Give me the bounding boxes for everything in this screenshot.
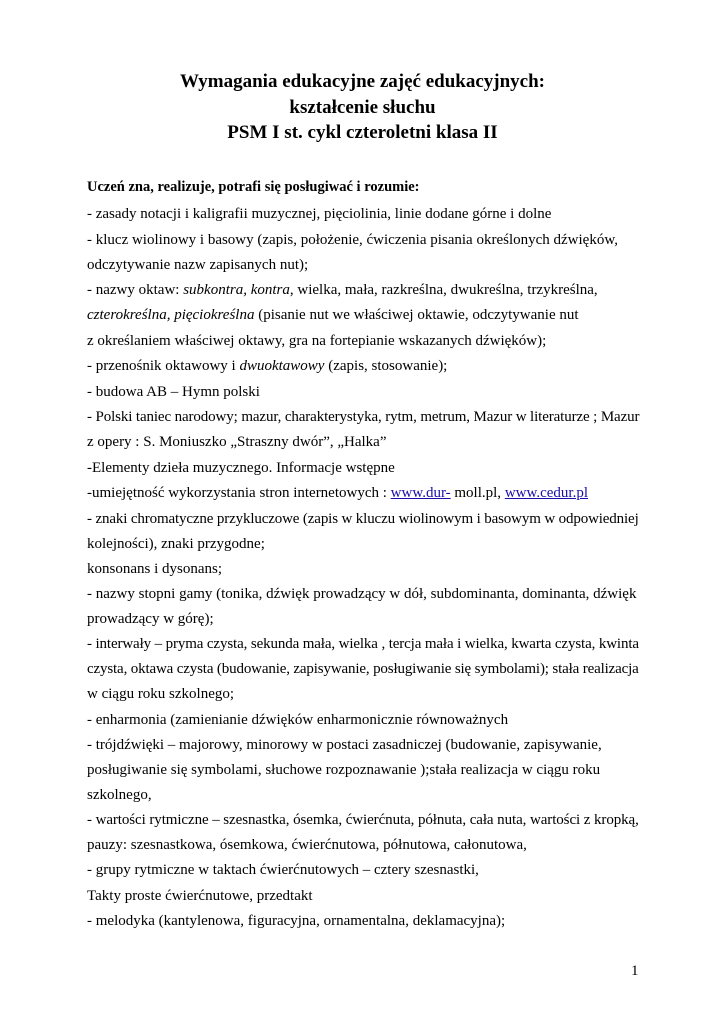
text-line-28: Takty proste ćwierćnutowe, przedtakt <box>87 888 313 904</box>
text-line-22: - trójdźwięki – majorowy, minorowy w postaci zasadniczej (budowanie, zapisywanie, <box>87 737 602 753</box>
text-line-12a: -umiejętność wykorzystania stron internetowych : <box>87 485 391 501</box>
text-line-4 <box>87 278 639 302</box>
text-line-4a: - nazwy oktaw: <box>87 282 184 298</box>
text-line-14: kolejności), znaki przygodne; <box>87 536 265 552</box>
text-line-5b: (pisanie nut we właściwej oktawie, odczytywanie nut <box>254 307 579 323</box>
dur-moll-link[interactable]: www.dur- <box>390 485 451 501</box>
text-line-19: czysta, oktawa czysta (budowanie, zapisywanie, posługiwanie się symbolami); stała realizacja <box>87 661 639 677</box>
text-line-3: odczytywanie nazw zapisanych nut); <box>87 257 309 273</box>
page-number: 1 <box>631 963 639 979</box>
text-line-12 <box>87 481 639 505</box>
text-line-12b: moll.pl, <box>450 485 505 501</box>
text-line-4-italic: subkontra, kontra <box>183 282 290 298</box>
cedur-link[interactable]: www.cedur.pl <box>504 485 588 501</box>
text-line-7a: - przenośnik oktawowy i <box>87 358 240 374</box>
text-line-9: - Polski taniec narodowy; mazur, charakterystyka, rytm, metrum, Mazur w literaturze ; Mazur <box>87 409 640 425</box>
text-line-17: prowadzący w górę); <box>87 611 214 627</box>
text-line-5 <box>87 303 639 327</box>
text-line-21: - enharmonia (zamienianie dźwięków enharmonicznie równoważnych <box>87 712 509 728</box>
text-line-27: - grupy rytmiczne w taktach ćwierćnutowych – cztery szesnastki, <box>87 862 479 878</box>
text-line-8: - budowa AB – Hymn polski <box>87 384 260 400</box>
text-line-5-italic: czterokreślna, pięciokreślna <box>87 307 255 323</box>
text-line-25: - wartości rytmiczne – szesnastka, ósemka, ćwierćnuta, półnuta, cała nuta, wartości z kropką, <box>87 812 639 828</box>
text-line-6: z określaniem właściwej oktawy, gra na fortepianie wskazanych dźwięków); <box>87 333 547 349</box>
text-line-7-italic: dwuoktawowy <box>239 358 325 374</box>
text-line-20: w ciągu roku szkolnego; <box>87 686 235 702</box>
intro-heading: Uczeń zna, realizuje, potrafi się posługiwać i rozumie: <box>87 179 420 195</box>
text-line-29: - melodyka (kantylenowa, figuracyjna, ornamentalna, deklamacyjna); <box>87 913 506 929</box>
text-line-15: konsonans i dysonans; <box>87 561 222 577</box>
text-line-26: pauzy: szesnastkowa, ósemkowa, ćwierćnutowa, półnutowa, całonutowa, <box>87 837 527 853</box>
text-line-13: - znaki chromatyczne przykluczowe (zapis w kluczu wiolinowym i basowym w odpowiedniej <box>87 511 639 527</box>
text-line-11: -Elementy dzieła muzycznego. Informacje wstępne <box>87 460 395 476</box>
text-line-7c: (zapis, stosowanie); <box>324 358 448 374</box>
title-line-2: kształcenie słuchu <box>289 97 436 118</box>
text-line-1: - zasady notacji i kaligrafii muzycznej, pięciolinia, linie dodane górne i dolne <box>87 206 552 222</box>
text-line-24: szkolnego, <box>87 787 152 803</box>
text-line-10: z opery : S. Moniuszko „Straszny dwór”, „Halka” <box>87 434 387 450</box>
text-line-16: - nazwy stopni gamy (tonika, dźwięk prowadzący w dół, subdominanta, dominanta, dźwięk <box>87 586 637 602</box>
text-line-18: - interwały – pryma czysta, sekunda mała, wielka , tercja mała i wielka, kwarta czysta, kwinta <box>87 636 639 652</box>
text-line-7 <box>87 354 639 378</box>
text-line-4c: , wielka, mała, razkreślna, dwukreślna, trzykreślna, <box>289 282 598 298</box>
text-line-2: - klucz wiolinowy i basowy (zapis, położenie, ćwiczenia pisania określonych dźwięków, <box>87 232 618 248</box>
title-line-3: PSM I st. cykl czteroletni klasa II <box>227 122 498 143</box>
title-line-1: Wymagania edukacyjne zajęć edukacyjnych: <box>179 71 546 92</box>
text-line-23: posługiwanie się symbolami, słuchowe rozpoznawanie );stała realizacja w ciągu roku <box>87 762 601 778</box>
